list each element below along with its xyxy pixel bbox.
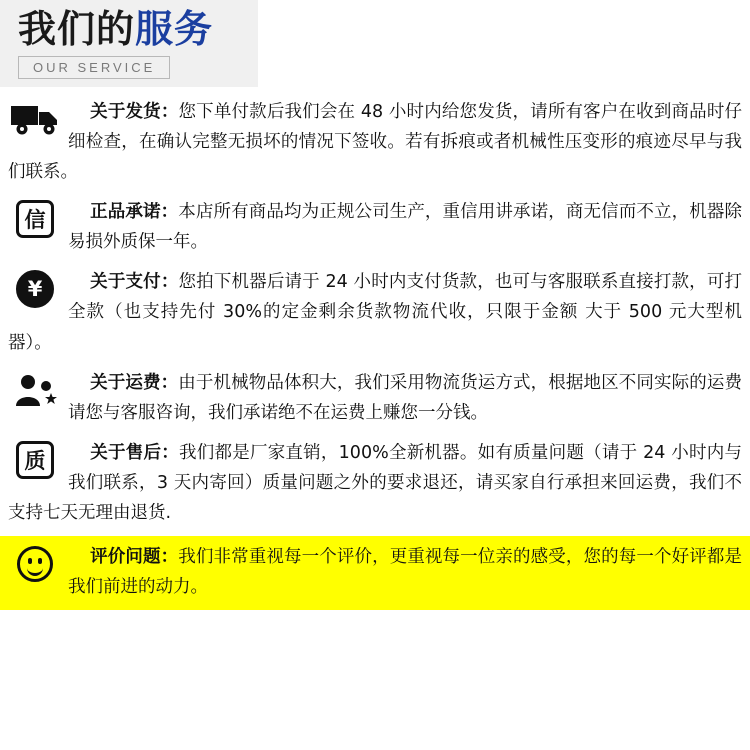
smiley-face-shape [17,546,53,582]
section-after-sales-text [8,438,742,528]
trust-seal-icon [8,197,62,241]
section-authenticity-text [8,197,742,257]
section-payment-body: 您拍下机器后请于 24 小时内支付货款，也可与客服联系直接打款，可打全款（也支持先付 30%的定金剩余货款物流代收，只限于金额 大于 500 元大型机器）。 [8,272,742,353]
section-freight [0,368,750,428]
quality-seal-glyph: 质 [16,441,54,479]
section-reviews-lead: 评价问题： [90,547,179,568]
section-freight-lead: 关于运费： [90,372,179,393]
page-subtitle-box [18,56,170,79]
page-title [18,7,258,51]
page-title-part1: 我们的 [18,7,136,51]
yuan-payment-icon [8,267,62,311]
section-after-sales-body: 我们都是厂家直销，100%全新机器。如有质量问题（请于 24 小时内与我们联系，3 天内寄回）质量问题之外的要求退还，请买家自行承担来回运费，我们不支持七天无理由退货. [8,442,742,524]
section-shipping-text [8,97,742,187]
section-reviews-body: 我们非常重视每一个评价，更重视每一位亲的感受，您的每一个好评都是我们前进的动力。 [68,547,743,598]
page-header-banner [0,0,258,87]
section-payment-lead: 关于支付： [90,272,179,293]
section-authenticity [0,197,750,257]
quality-seal-icon [8,438,62,482]
page-title-part2: 服务 [135,7,214,51]
customer-service-icon [8,368,62,412]
section-after-sales-lead: 关于售后： [90,442,179,463]
section-shipping-body: 您下单付款后我们会在 48 小时内给您发货，请所有客户在收到商品时仔细检查，在确认完整无损坏的情况下签收。若有拆痕或者机械性压变形的痕迹尽早与我们联系。 [8,101,742,183]
section-payment [0,267,750,357]
section-authenticity-lead: 正品承诺： [90,202,179,223]
page-subtitle: OUR SERVICE [33,59,156,75]
trust-seal-glyph: 信 [16,200,54,238]
yuan-payment-glyph: ¥ [16,270,54,308]
section-freight-body: 由于机械物品体积大，我们采用物流货运方式，根据地区不同实际的运费请您与客服咨询，我们承诺绝不在运费上赚您一分钱。 [68,372,743,423]
smiley-face-icon [8,542,62,586]
section-after-sales [0,438,750,528]
section-freight-text [8,368,742,428]
section-authenticity-body: 本店所有商品均为正规公司生产，重信用讲承诺，商无信而不立，机器除易损外质保一年。 [68,202,743,253]
smiley-mouth [27,564,43,576]
section-payment-text [8,267,742,357]
truck-icon [8,97,62,141]
section-shipping [0,97,750,187]
section-reviews-text [8,542,742,602]
section-reviews [0,536,750,610]
section-shipping-lead: 关于发货： [90,101,179,122]
